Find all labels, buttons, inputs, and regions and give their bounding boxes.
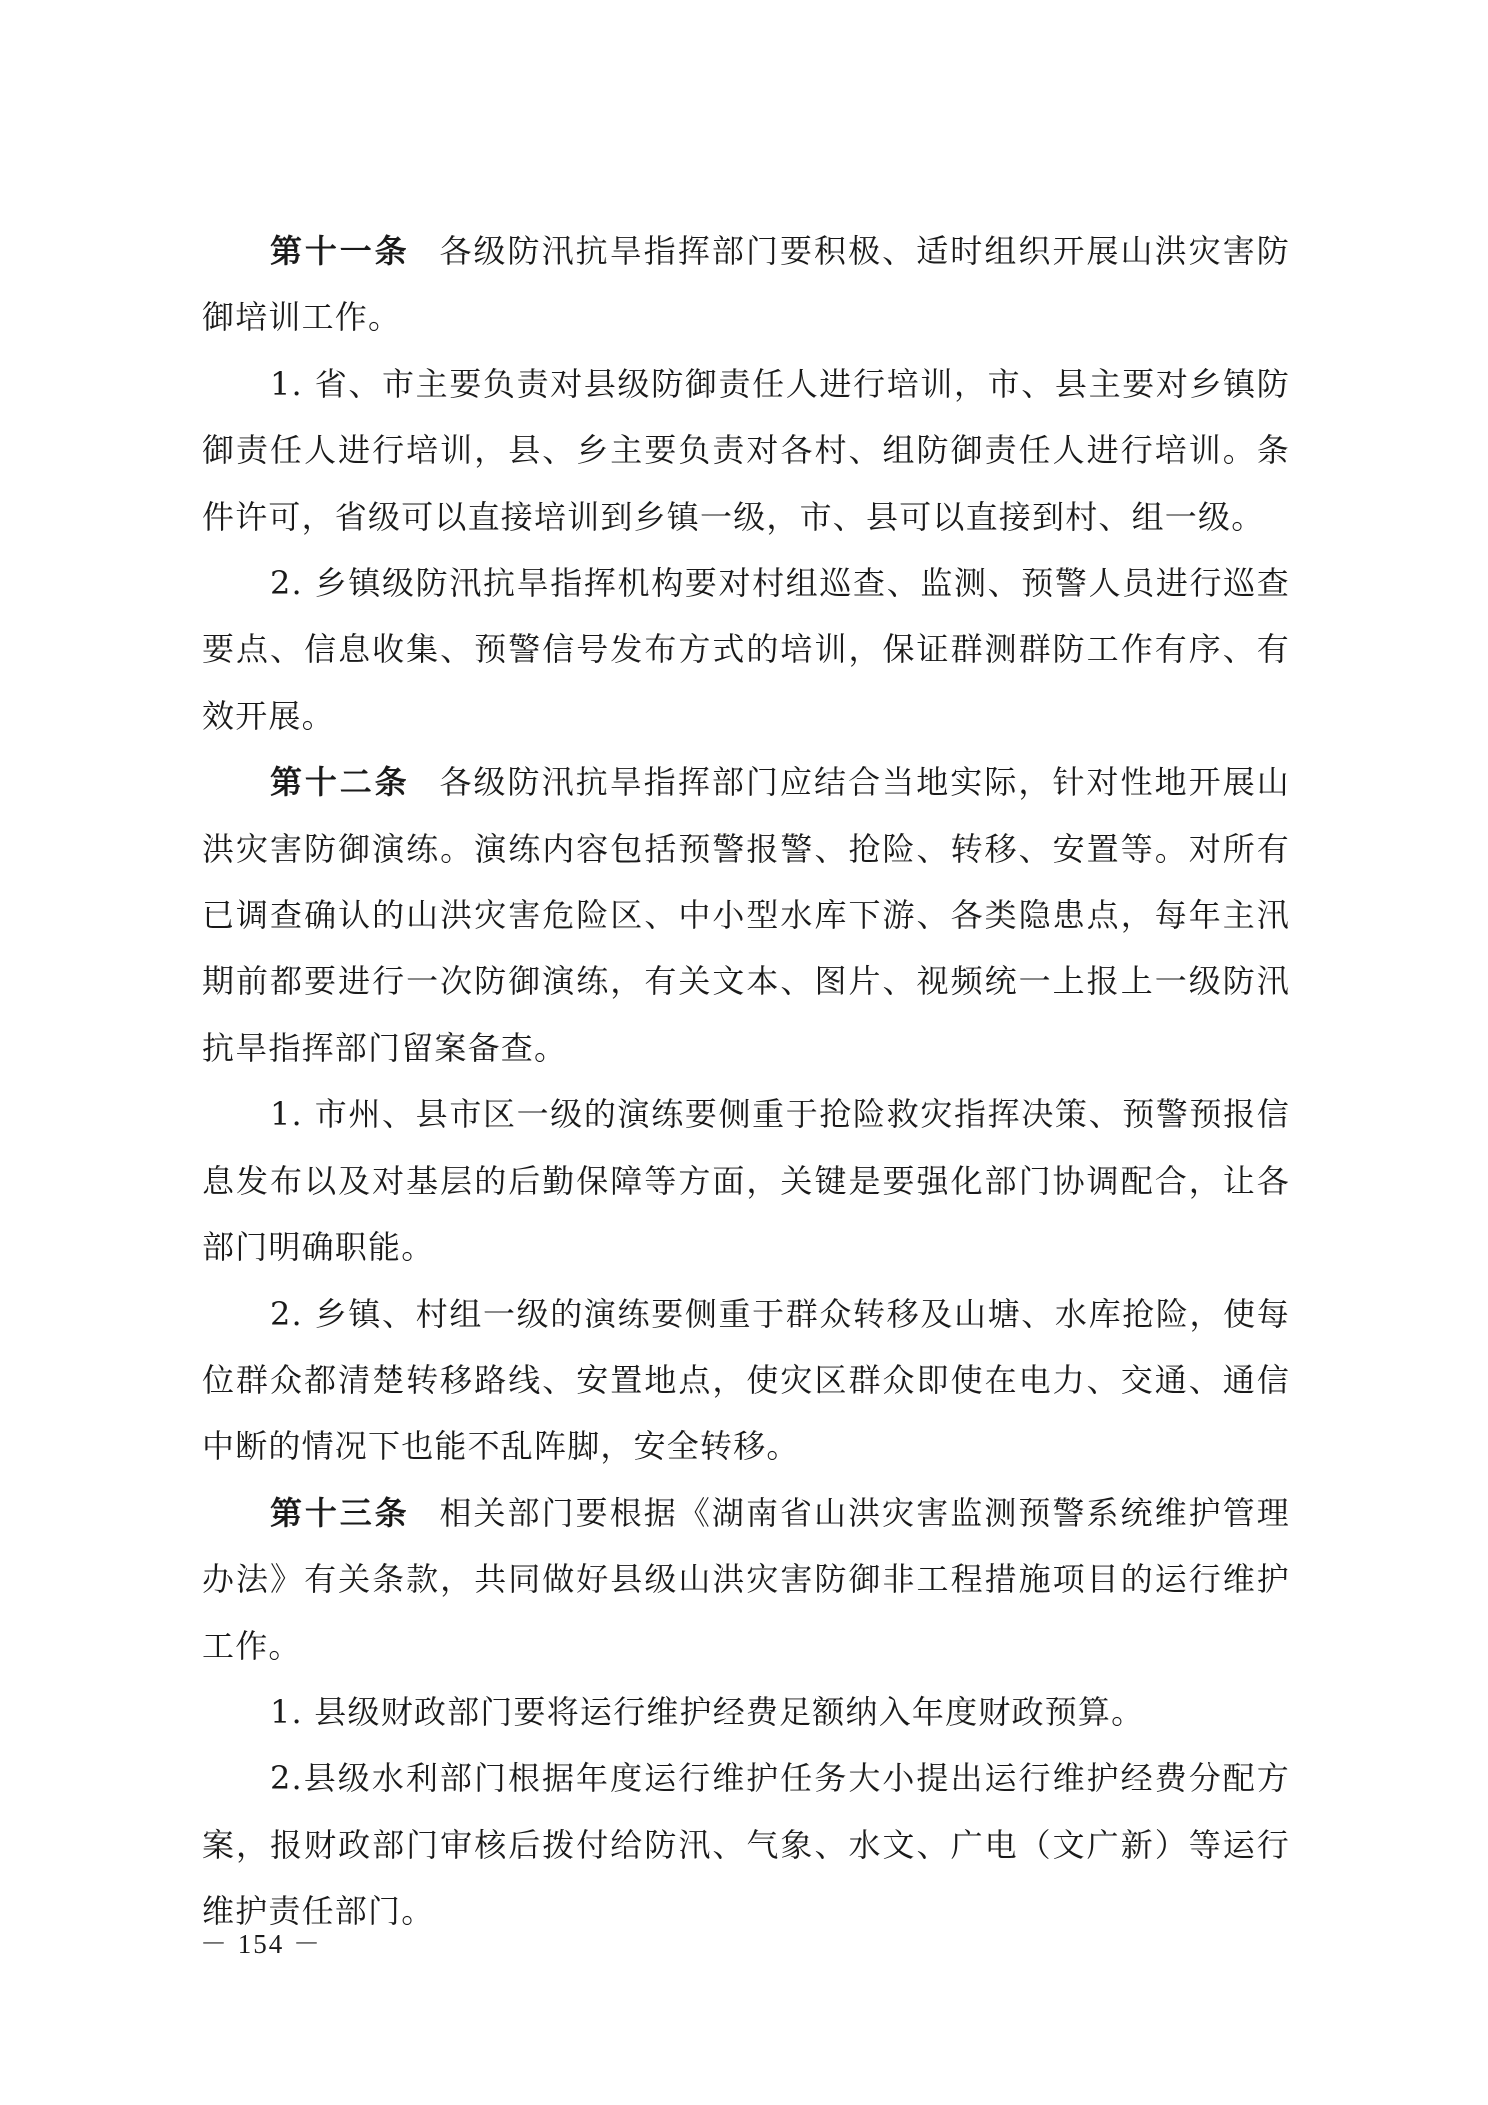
article-heading: 第十二条 — [270, 763, 410, 802]
article-13-item-1 — [202, 1679, 1290, 1745]
paragraph-text: 2.县级水利部门根据年度运行维护任务大小提出运行维护经费分配方案，报财政部门审核后拨付给防汛、气象、水文、广电（文广新）等运行维护责任部门。 — [202, 1759, 1290, 1931]
article-13-item-2 — [202, 1745, 1290, 1944]
article-11-item-1 — [202, 351, 1290, 550]
paragraph-text: 相关部门要根据《湖南省山洪灾害监测预警系统维护管理办法》有关条款，共同做好县级山洪灾害防御非工程措施项目的运行维护工作。 — [202, 1493, 1290, 1665]
article-12-item-2 — [202, 1281, 1290, 1480]
article-11-paragraph — [202, 218, 1290, 351]
paragraph-text: 各级防汛抗旱指挥部门要积极、适时组织开展山洪灾害防御培训工作。 — [202, 232, 1290, 337]
paragraph-text: 1. 县级财政部门要将运行维护经费足额纳入年度财政预算。 — [270, 1692, 1145, 1731]
paragraph-text: 1. 市州、县市区一级的演练要侧重于抢险救灾指挥决策、预警预报信息发布以及对基层的后勤保障等方面，关键是要强化部门协调配合，让各部门明确职能。 — [202, 1095, 1290, 1267]
document-body — [202, 218, 1290, 1945]
article-heading: 第十三条 — [270, 1493, 410, 1532]
paragraph-text: 各级防汛抗旱指挥部门应结合当地实际，针对性地开展山洪灾害防御演练。演练内容包括预警报警、抢险、转移、安置等。对所有已调查确认的山洪灾害危险区、中小型水库下游、各类隐患点，每年主汛期前都要进行一次防御演练，有关文本、图片、视频统一上报上一级防汛抗旱指挥部门留案备查。 — [202, 763, 1290, 1067]
article-12-paragraph — [202, 749, 1290, 1081]
article-11-item-2 — [202, 550, 1290, 749]
paragraph-text: 2. 乡镇、村组一级的演练要侧重于群众转移及山塘、水库抢险，使每位群众都清楚转移路线、安置地点，使灾区群众即使在电力、交通、通信中断的情况下也能不乱阵脚，安全转移。 — [202, 1294, 1290, 1466]
article-13-paragraph — [202, 1480, 1290, 1679]
article-12-item-1 — [202, 1081, 1290, 1280]
paragraph-text: 2. 乡镇级防汛抗旱指挥机构要对村组巡查、监测、预警人员进行巡查要点、信息收集、预警信号发布方式的培训，保证群测群防工作有序、有效开展。 — [202, 564, 1290, 735]
paragraph-text: 1. 省、市主要负责对县级防御责任人进行培训，市、县主要对乡镇防御责任人进行培训，县、乡主要负责对各村、组防御责任人进行培训。条件许可，省级可以直接培训到乡镇一级，市、县可以直接到村、组一级。 — [202, 364, 1290, 536]
article-heading: 第十一条 — [270, 232, 410, 270]
page-number: － 154 － — [200, 1929, 322, 1959]
